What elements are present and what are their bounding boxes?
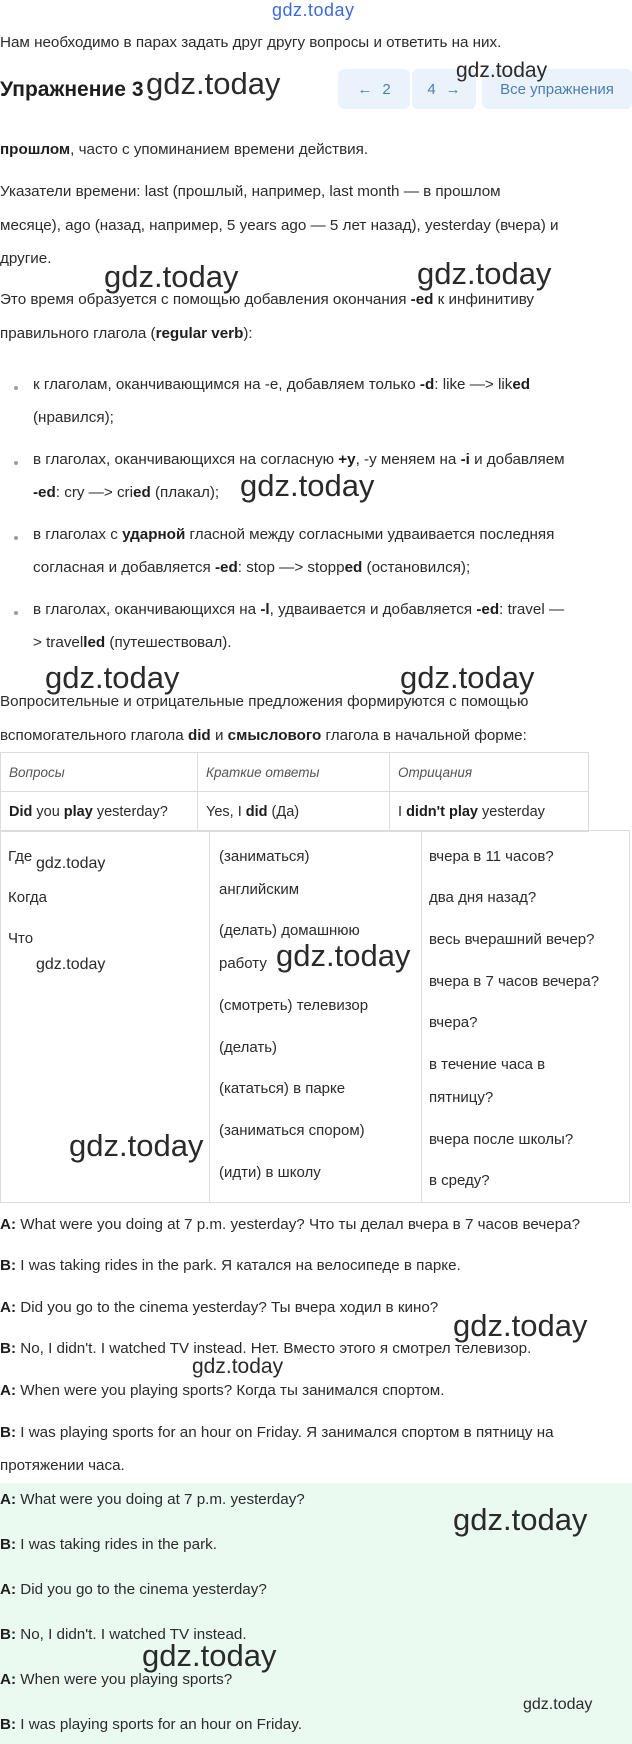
time-expression: два дня назад? xyxy=(429,889,537,906)
bullet-3-line-2: согласная и добавляется -ed: stop —> stopped (остановился); xyxy=(33,559,471,576)
watermark: gdz.today xyxy=(240,468,375,503)
time-expression: в течение часа в xyxy=(429,1056,546,1073)
verb-phrase: работу xyxy=(219,955,267,972)
time-expression: вчера? xyxy=(429,1014,478,1031)
watermark: gdz.today xyxy=(45,660,180,695)
bullet-4-line-1: в глаголах, оканчивающихся на -l, удваивается и добавляется -ed: travel — xyxy=(33,601,565,618)
watermark: gdz.today xyxy=(453,1308,588,1343)
table-cell-question: Did you play yesterday? xyxy=(1,792,198,832)
question-line-2: вспомогательного глагола did и смыслового глагола в начальной форме: xyxy=(0,727,527,744)
verb-phrase: (заниматься спором) xyxy=(219,1122,365,1139)
watermark: gdz.today xyxy=(104,259,239,294)
verb-phrase: английским xyxy=(219,881,300,898)
time-expression: вчера в 7 часов вечера? xyxy=(429,973,600,990)
answer-line: A: What were you doing at 7 p.m. yesterday? xyxy=(0,1491,305,1508)
bullet-2-line-2: -ed: cry —> cried (плакал); xyxy=(33,484,220,501)
top-watermark: gdz.today xyxy=(272,0,355,20)
time-expression: пятницу? xyxy=(429,1089,494,1106)
watermark: gdz.today xyxy=(192,1355,284,1378)
grammar-table xyxy=(0,752,589,832)
verb-phrase: (делать) домашнюю xyxy=(219,922,360,939)
question-word: Когда xyxy=(8,889,47,906)
bullet-dot xyxy=(14,386,18,390)
dialogue-line: B: I was playing sports for an hour on Friday. Я занимался спортом в пятницу на xyxy=(0,1424,554,1441)
watermark: gdz.today xyxy=(69,1128,204,1163)
watermark: gdz.today xyxy=(276,938,411,973)
time-expression: весь вчерашний вечер? xyxy=(429,931,595,948)
column-divider xyxy=(209,831,210,1202)
watermark: gdz.today xyxy=(400,660,535,695)
time-expression: в среду? xyxy=(429,1172,490,1189)
bullet-dot xyxy=(14,611,18,615)
arrow-right-icon: → xyxy=(445,80,461,98)
intro-text: Нам необходимо в парах задать друг другу вопросы и ответить на них. xyxy=(0,34,502,51)
question-line-1: Вопросительные и отрицательные предложения формируются с помощью xyxy=(0,693,529,710)
column-divider xyxy=(421,831,422,1202)
all-exercises-button[interactable]: Все упражнения xyxy=(482,69,632,109)
question-word: Где xyxy=(8,848,33,865)
dialogue-line: A: Did you go to the cinema yesterday? Ты вчера ходил в кино? xyxy=(0,1299,439,1316)
exercise-title: Упражнение 3 xyxy=(0,78,144,101)
time-expression: вчера после школы? xyxy=(429,1131,574,1148)
answer-line: B: I was taking rides in the park. xyxy=(0,1536,217,1553)
watermark: gdz.today xyxy=(523,1696,593,1713)
theory-line-5: Это время образуется с помощью добавления окончания -ed к инфинитиву xyxy=(0,291,535,308)
dialogue-line: A: What were you doing at 7 p.m. yesterday? Что ты делал вчера в 7 часов вечера? xyxy=(0,1216,581,1233)
dialogue-line: протяжении часа. xyxy=(0,1457,125,1474)
theory-line-4: другие. xyxy=(0,250,52,267)
theory-line-3: месяце), ago (назад, например, 5 years ago — 5 лет назад), yesterday (вчера) и xyxy=(0,217,559,234)
watermark: gdz.today xyxy=(36,956,106,973)
question-word: Что xyxy=(8,930,34,947)
theory-line-6: правильного глагола (regular verb): xyxy=(0,325,253,342)
table-header: Отрицания xyxy=(390,753,589,792)
theory-line-2: Указатели времени: last (прошлый, например, last month — в прошлом xyxy=(0,183,501,200)
watermark: gdz.today xyxy=(36,855,106,872)
verb-phrase: (кататься) в парке xyxy=(219,1080,346,1097)
verb-phrase: (идти) в школу xyxy=(219,1164,321,1181)
prev-exercise-button[interactable]: ← 2 xyxy=(338,69,410,109)
table-cell-short-answer: Yes, I did (Да) xyxy=(198,792,390,832)
bullet-4-line-2: > travelled (путешествовал). xyxy=(33,634,232,651)
bullet-1-line-2: (нравился); xyxy=(33,409,114,426)
verb-phrase: (смотреть) телевизор xyxy=(219,997,369,1014)
bullet-2-line-1: в глаголах, оканчивающихся на согласную +y, -y меняем на -i и добавляем xyxy=(33,451,565,468)
bullet-dot xyxy=(14,461,18,465)
bullet-3-line-1: в глаголах с ударной гласной между согласными удваивается последняя xyxy=(33,526,555,543)
table-cell-negation: I didn't play yesterday xyxy=(390,792,589,832)
next-exercise-button[interactable]: 4 → xyxy=(412,69,476,109)
watermark: gdz.today xyxy=(456,59,548,82)
watermark: gdz.today xyxy=(453,1502,588,1537)
dialogue-line: A: When were you playing sports? Когда ты занимался спортом. xyxy=(0,1382,445,1399)
watermark: gdz.today xyxy=(146,66,281,101)
answer-line: B: I was playing sports for an hour on Friday. xyxy=(0,1716,302,1733)
watermark: gdz.today xyxy=(142,1638,277,1673)
arrow-left-icon: ← xyxy=(357,80,373,98)
bullet-1-line-1: к глаголам, оканчивающимся на -е, добавляем только -d: like —> liked xyxy=(33,376,531,393)
answer-line: B: No, I didn't. I watched TV instead. xyxy=(0,1626,247,1643)
dialogue-line: B: I was taking rides in the park. Я катался на велосипеде в парке. xyxy=(0,1257,461,1274)
time-expression: вчера в 11 часов? xyxy=(429,848,554,865)
theory-line-1: прошлом, часто с упоминанием времени действия. xyxy=(0,141,369,158)
table-header: Краткие ответы xyxy=(198,753,390,792)
dialogue-line: B: No, I didn't. I watched TV instead. Нет. Вместо этого я смотрел телевизор. xyxy=(0,1340,532,1357)
watermark: gdz.today xyxy=(417,256,552,291)
answer-line: A: Did you go to the cinema yesterday? xyxy=(0,1581,267,1598)
verb-phrase: (делать) xyxy=(219,1039,278,1056)
answer-line: A: When were you playing sports? xyxy=(0,1671,233,1688)
bullet-dot xyxy=(14,536,18,540)
table-header: Вопросы xyxy=(1,753,198,792)
verb-phrase: (заниматься) xyxy=(219,848,310,865)
